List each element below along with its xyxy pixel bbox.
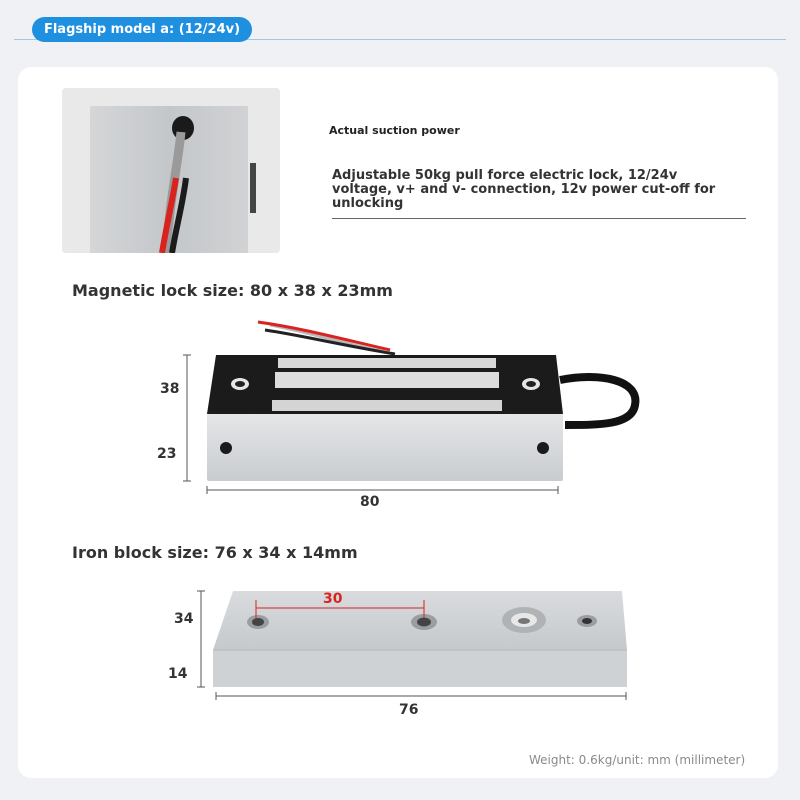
hole-spacing-label: 30	[323, 591, 343, 607]
magnetic-lock-width-label: 80	[360, 494, 380, 510]
magnetic-lock-depth-label: 23	[157, 446, 177, 462]
iron-block-depth-label: 14	[168, 666, 188, 682]
iron-block-height-label: 34	[174, 611, 194, 627]
iron-block-image	[213, 591, 627, 687]
iron-block-width-label: 76	[399, 702, 419, 718]
feature-description: Adjustable 50kg pull force electric lock, 12/24v voltage, v+ and v- connection, 12v power cut-off for unlocking	[332, 168, 716, 211]
magnetic-lock-size-heading: Magnetic lock size: 80 x 38 x 23mm	[72, 281, 393, 300]
magnetic-lock-height-label: 38	[160, 381, 180, 397]
magnetic-lock-image	[207, 322, 635, 481]
feature-title: Actual suction power	[329, 124, 460, 137]
weight-unit-note: Weight: 0.6kg/unit: mm (millimeter)	[529, 753, 746, 767]
iron-block-size-heading: Iron block size: 76 x 34 x 14mm	[72, 543, 358, 562]
model-badge: Flagship model a: (12/24v)	[32, 17, 252, 42]
